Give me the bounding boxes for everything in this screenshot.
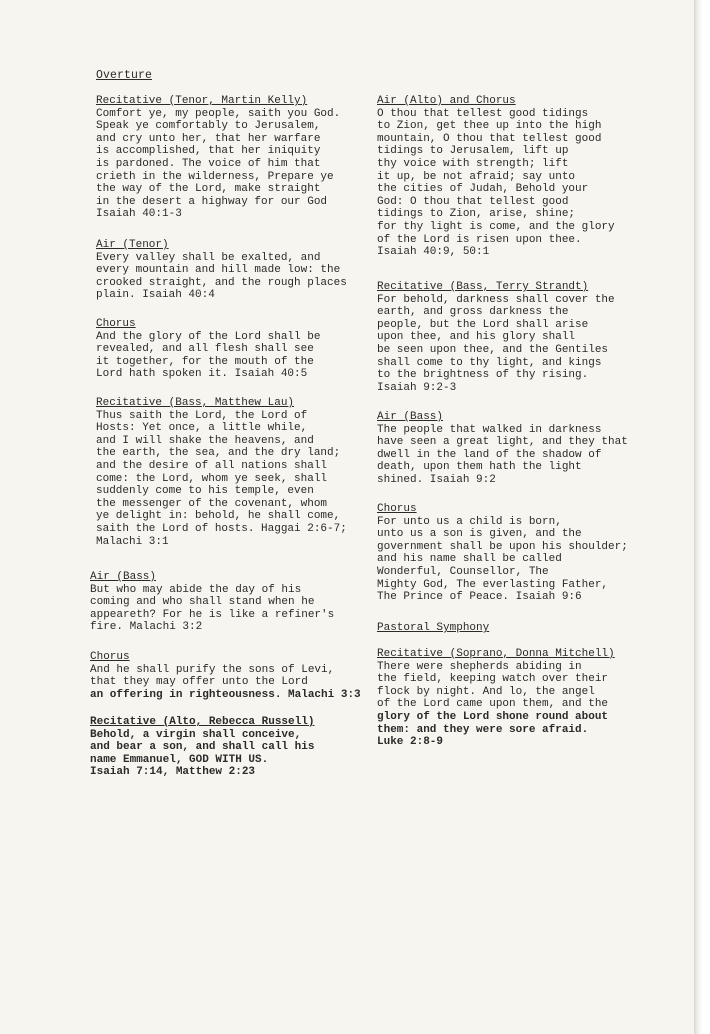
text-line: saith the Lord of hosts. Haggai 2:6-7;: [96, 522, 347, 535]
text-line: God: O thou that tellest good: [377, 195, 569, 208]
text-line: And he shall purify the sons of Levi,: [90, 663, 335, 676]
overture-heading: Overture: [96, 69, 153, 82]
scripture-reference: Luke 2:8-9: [377, 736, 444, 749]
text-line: of the Lord is risen upon thee.: [377, 233, 582, 246]
text-line: an offering in righteousness. Malachi 3:3: [90, 688, 361, 701]
text-line: fire. Malachi 3:2: [90, 621, 203, 634]
section-air-bass-2: [377, 411, 628, 487]
page-edge: [694, 0, 710, 1034]
section-chorus-3: [377, 503, 628, 604]
section-pastoral-symphony: [377, 622, 489, 635]
text-line: is accomplished, that her iniquity: [96, 145, 321, 158]
text-line: But who may abide the day of his: [90, 583, 302, 596]
section-recitative-alto: [90, 716, 314, 779]
text-line: glory of the Lord shone round about: [377, 710, 609, 723]
text-line: government shall be upon his shoulder;: [377, 540, 628, 553]
text-line: appeareth? For he is like a refiner's: [90, 608, 335, 621]
text-line: for thy light is come, and the glory: [377, 220, 615, 233]
section-heading: Recitative (Soprano, Donna Mitchell): [377, 648, 615, 660]
section-heading: Air (Bass): [90, 571, 157, 583]
text-line: Speak ye comfortably to Jerusalem,: [96, 120, 321, 133]
text-line: and I will shake the heavens, and: [96, 434, 314, 447]
text-line: The people that walked in darkness: [377, 423, 602, 436]
section-recitative-tenor: [96, 95, 340, 221]
text-line: tidings to Zion, arise, shine;: [377, 208, 576, 221]
text-line: the cities of Judah, Behold your: [377, 183, 589, 196]
text-line: be seen upon thee, and the Gentiles: [377, 343, 609, 356]
scripture-reference: Isaiah 40:1-3: [96, 208, 182, 221]
section-heading: Chorus: [96, 318, 136, 330]
text-line: plain. Isaiah 40:4: [96, 289, 215, 302]
text-line: in the desert a highway for our God: [96, 195, 328, 208]
section-air-tenor: [96, 239, 347, 302]
section-heading: Air (Tenor): [96, 239, 169, 251]
text-line: suddenly come to his temple, even: [96, 485, 314, 498]
section-heading: Recitative (Bass, Terry Strandt): [377, 281, 589, 293]
section-air-bass-1: [90, 571, 334, 634]
text-line: mountain, O thou that tellest good: [377, 132, 602, 145]
section-recitative-soprano: [377, 648, 615, 749]
text-line: it together, for the mouth of the: [96, 355, 314, 368]
text-line: Wonderful, Counsellor, The: [377, 565, 549, 578]
text-line: coming and who shall stand when he: [90, 596, 315, 609]
section-heading: Recitative (Alto, Rebecca Russell): [90, 716, 315, 728]
text-line: every mountain and hill made low: the: [96, 264, 341, 277]
text-line: revealed, and all flesh shall see: [96, 343, 314, 356]
text-line: unto us a son is given, and the: [377, 528, 582, 541]
text-line: name Emmanuel, GOD WITH US.: [90, 753, 269, 766]
text-line: Thus saith the Lord, the Lord of: [96, 409, 308, 422]
text-line: Every valley shall be exalted, and: [96, 251, 321, 264]
text-line: There were shepherds abiding in: [377, 660, 582, 673]
text-line: come: the Lord, whom ye seek, shall: [96, 472, 328, 485]
text-line: have seen a great light, and they that: [377, 436, 628, 449]
text-line: that they may offer unto the Lord: [90, 676, 308, 689]
text-line: and the desire of all nations shall: [96, 459, 328, 472]
text-line: upon thee, and his glory shall: [377, 331, 576, 344]
text-line: ye delight in: behold, he shall come,: [96, 510, 341, 523]
text-line: and cry unto her, that her warfare: [96, 132, 321, 145]
section-air-alto-chorus: [377, 95, 615, 259]
text-line: O thou that tellest good tidings: [377, 107, 589, 120]
text-line: and his name shall be called: [377, 553, 562, 566]
text-line: the messenger of the covenant, whom: [96, 497, 328, 510]
scripture-reference: The Prince of Peace. Isaiah 9:6: [377, 591, 582, 604]
scripture-reference: Malachi 3:1: [96, 535, 169, 548]
text-line: Behold, a virgin shall conceive,: [90, 728, 302, 741]
text-line: dwell in the land of the shadow of: [377, 448, 602, 461]
text-line: the field, keeping watch over their: [377, 673, 609, 686]
section-heading: Recitative (Tenor, Martin Kelly): [96, 95, 308, 107]
text-line: people, but the Lord shall arise: [377, 318, 589, 331]
scripture-reference: Isaiah 9:2-3: [377, 381, 457, 394]
text-line: flock by night. And lo, the angel: [377, 685, 595, 698]
scripture-reference: Isaiah 7:14, Matthew 2:23: [90, 766, 256, 779]
text-line: For behold, darkness shall cover the: [377, 293, 615, 306]
text-line: the earth, the sea, and the dry land;: [96, 447, 341, 460]
section-heading: Chorus: [90, 651, 130, 663]
section-heading: Air (Bass): [377, 411, 444, 423]
text-line: of the Lord came upon them, and the: [377, 698, 609, 711]
section-heading: Recitative (Bass, Matthew Lau): [96, 397, 295, 409]
text-line: Hosts: Yet once, a little while,: [96, 422, 308, 435]
text-line: shall come to thy light, and kings: [377, 356, 602, 369]
text-line: is pardoned. The voice of him that: [96, 157, 321, 170]
text-line: it up, be not afraid; say unto: [377, 170, 576, 183]
text-line: shined. Isaiah 9:2: [377, 473, 496, 486]
text-line: the way of the Lord, make straight: [96, 183, 321, 196]
section-heading: Pastoral Symphony: [377, 622, 490, 634]
text-line: them: and they were sore afraid.: [377, 723, 589, 736]
text-line: For unto us a child is born,: [377, 515, 562, 528]
text-line: Comfort ye, my people, saith you God.: [96, 107, 341, 120]
text-line: thy voice with strength; lift: [377, 157, 569, 170]
text-line: crieth in the wilderness, Prepare ye: [96, 170, 334, 183]
text-line: Mighty God, The everlasting Father,: [377, 578, 609, 591]
section-chorus-1: [96, 318, 320, 381]
text-line: Lord hath spoken it. Isaiah 40:5: [96, 368, 308, 381]
text-line: crooked straight, and the rough places: [96, 276, 347, 289]
text-line: and bear a son, and shall call his: [90, 741, 315, 754]
text-line: tidings to Jerusalem, lift up: [377, 145, 569, 158]
section-chorus-2: [90, 651, 361, 701]
scripture-reference: Isaiah 40:9, 50:1: [377, 246, 490, 259]
section-heading: Air (Alto) and Chorus: [377, 95, 516, 107]
text-line: And the glory of the Lord shall be: [96, 330, 321, 343]
text-line: death, upon them hath the light: [377, 461, 582, 474]
text-line: to Zion, get thee up into the high: [377, 120, 602, 133]
text-line: to the brightness of thy rising.: [377, 369, 589, 382]
section-heading: Chorus: [377, 503, 417, 515]
section-recitative-bass-2: [377, 281, 615, 394]
text-line: earth, and gross darkness the: [377, 306, 569, 319]
section-recitative-bass: [96, 397, 347, 548]
